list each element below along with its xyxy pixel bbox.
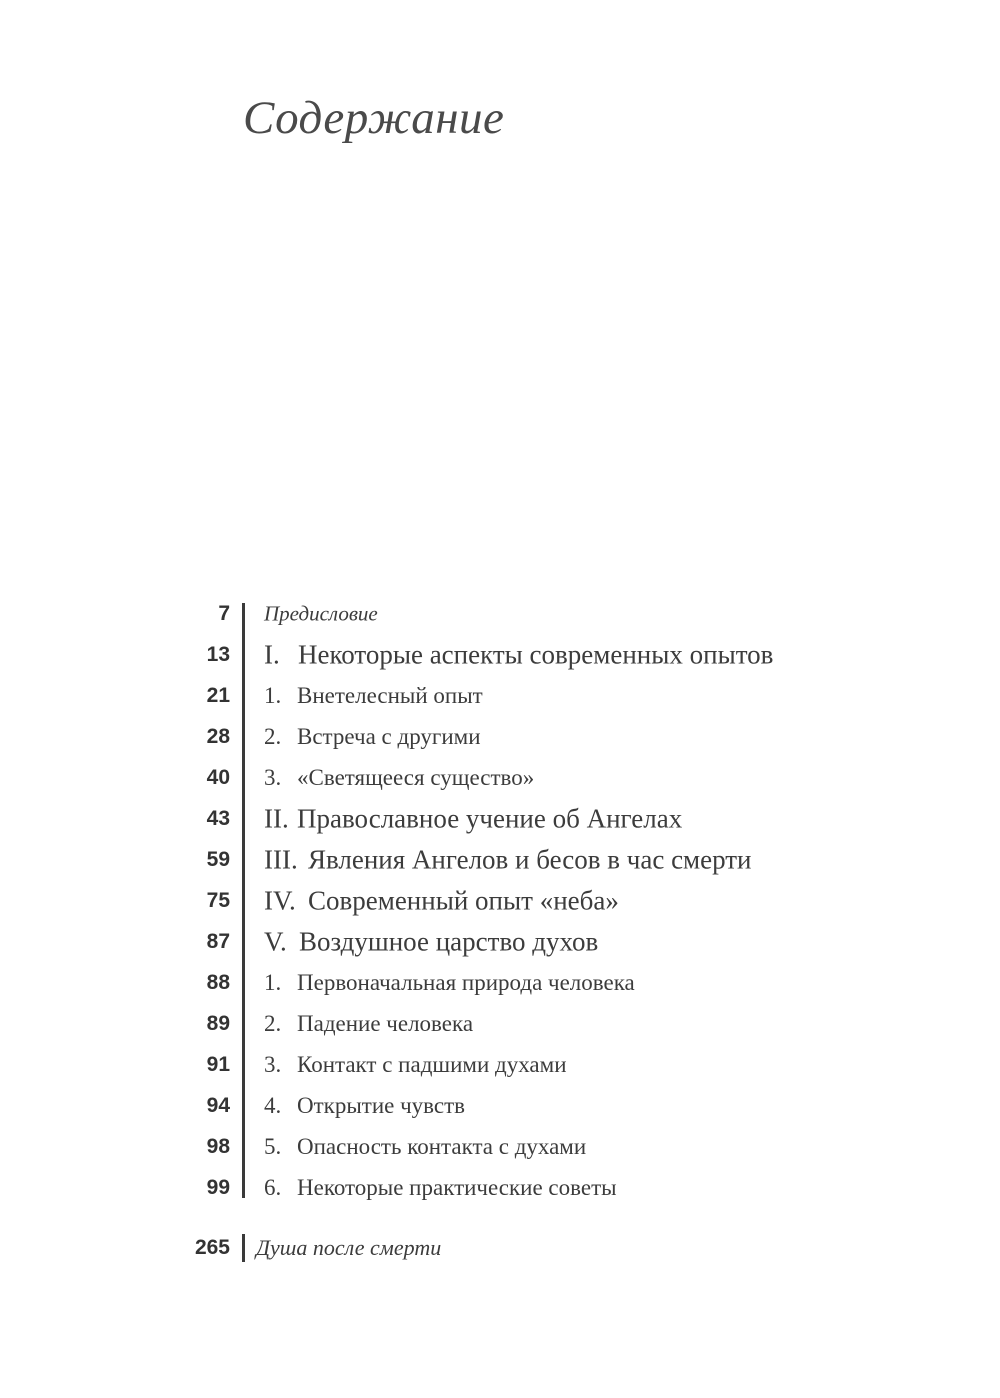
toc-entry-number: II.: [264, 803, 289, 833]
toc-entry-number: 1.: [264, 969, 282, 995]
toc-entry-number: 2.: [264, 1010, 282, 1036]
toc-page-number: 40: [206, 765, 230, 789]
toc-page-number: 75: [206, 888, 230, 912]
toc-entry-section-1-2[interactable]: [0, 716, 1000, 757]
toc-entry-chapter-2[interactable]: [0, 798, 1000, 839]
toc-separator: [242, 757, 245, 798]
toc-page-number: 13: [206, 642, 230, 666]
toc-page-number: 59: [206, 847, 230, 871]
toc-entry-section-1-3[interactable]: [0, 757, 1000, 798]
toc-entry-section-1-1[interactable]: [0, 675, 1000, 716]
toc-separator: [242, 1044, 245, 1085]
toc-entry-text: Некоторые аспекты современных опытов: [298, 639, 774, 669]
toc-entry-text: Падение человека: [297, 1010, 474, 1036]
toc-separator: [242, 839, 245, 880]
toc-entry-number: V.: [264, 926, 287, 956]
toc-entry-text: Некоторые практические советы: [297, 1174, 617, 1200]
toc-page-number: 87: [206, 929, 230, 953]
toc-entry-chapter-5[interactable]: [0, 921, 1000, 962]
toc-entry-text: Предисловие: [264, 601, 378, 625]
toc-entry-title: [264, 601, 378, 626]
toc-entry-title: [264, 1011, 473, 1037]
toc-entry-number: 4.: [264, 1092, 282, 1118]
toc-entry-section-5-2[interactable]: [0, 1003, 1000, 1044]
toc-entry-number: I.: [264, 639, 280, 669]
toc-entry-title: [264, 724, 481, 750]
footer-page-number: 265: [194, 1236, 230, 1259]
toc-entry-chapter-3[interactable]: [0, 839, 1000, 880]
toc-entry-number: 3.: [264, 1051, 282, 1077]
footer-separator: [242, 1234, 245, 1262]
toc-entry-number: 5.: [264, 1133, 282, 1159]
toc-entry-text: Открытие чувств: [297, 1092, 466, 1118]
toc-entry-text: Встреча с другими: [297, 723, 481, 749]
toc-entry-text: Явления Ангелов и бесов в час смерти: [308, 844, 752, 874]
toc-entry-text: Современный опыт «неба»: [308, 885, 619, 915]
toc-page-number: 94: [206, 1093, 230, 1117]
page-title: Содержание: [243, 92, 505, 144]
toc-entry-title: [264, 803, 682, 834]
toc-page-number: 89: [206, 1011, 230, 1035]
toc-entry-title: [264, 926, 598, 957]
toc-separator: [242, 1085, 245, 1126]
toc-entry-section-5-4[interactable]: [0, 1085, 1000, 1126]
toc-entry-number: 3.: [264, 764, 282, 790]
toc-separator: [242, 716, 245, 757]
table-of-contents: [0, 593, 1000, 1208]
toc-separator: [242, 1003, 245, 1044]
toc-entry-text: «Светящееся существо»: [297, 764, 535, 790]
toc-entry-title: [264, 844, 752, 875]
toc-entry-title: [264, 765, 534, 791]
toc-entry-chapter-4[interactable]: [0, 880, 1000, 921]
toc-separator: [242, 1126, 245, 1167]
toc-entry-title: [264, 1175, 617, 1201]
toc-entry-text: Опасность контакта с духами: [297, 1133, 587, 1159]
toc-entry-text: Внетелесный опыт: [297, 682, 483, 708]
toc-entry-preface[interactable]: [0, 593, 1000, 634]
toc-separator: [242, 675, 245, 716]
toc-entry-text: Первоначальная природа человека: [297, 969, 635, 995]
toc-entry-title: [264, 1093, 465, 1119]
toc-entry-number: 1.: [264, 682, 282, 708]
toc-entry-title: [264, 683, 483, 709]
toc-page-number: 43: [206, 806, 230, 830]
toc-separator: [242, 921, 245, 962]
toc-entry-number: IV.: [264, 885, 296, 915]
toc-page-number: 7: [218, 601, 230, 625]
toc-separator: [242, 1167, 245, 1198]
toc-entry-number: 6.: [264, 1174, 282, 1200]
toc-page-number: 88: [206, 970, 230, 994]
toc-page-number: 21: [206, 683, 230, 707]
toc-page-number: 98: [206, 1134, 230, 1158]
toc-entry-title: [264, 639, 773, 670]
toc-entry-text: Контакт с падшими духами: [297, 1051, 567, 1077]
toc-separator: [242, 634, 245, 675]
toc-separator: [242, 962, 245, 1003]
toc-entry-number: III.: [264, 844, 298, 874]
toc-entry-title: [264, 1134, 586, 1160]
toc-entry-title: [264, 970, 635, 996]
toc-entry-title: [264, 1052, 567, 1078]
toc-entry-section-5-6[interactable]: [0, 1167, 1000, 1208]
toc-page-number: 99: [206, 1175, 230, 1199]
page-footer: [0, 1230, 1000, 1266]
toc-page-number: 28: [206, 724, 230, 748]
toc-entry-text: Православное учение об Ангелах: [297, 803, 683, 833]
toc-entry-number: 2.: [264, 723, 282, 749]
toc-page-number: 91: [206, 1052, 230, 1076]
toc-entry-section-5-3[interactable]: [0, 1044, 1000, 1085]
toc-separator: [242, 603, 245, 634]
toc-entry-title: [264, 885, 619, 916]
toc-separator: [242, 798, 245, 839]
toc-entry-text: Воздушное царство духов: [299, 926, 599, 956]
toc-entry-section-5-1[interactable]: [0, 962, 1000, 1003]
toc-entry-section-5-5[interactable]: [0, 1126, 1000, 1167]
toc-entry-chapter-1[interactable]: [0, 634, 1000, 675]
toc-separator: [242, 880, 245, 921]
footer-book-title: Душа после смерти: [256, 1235, 442, 1260]
